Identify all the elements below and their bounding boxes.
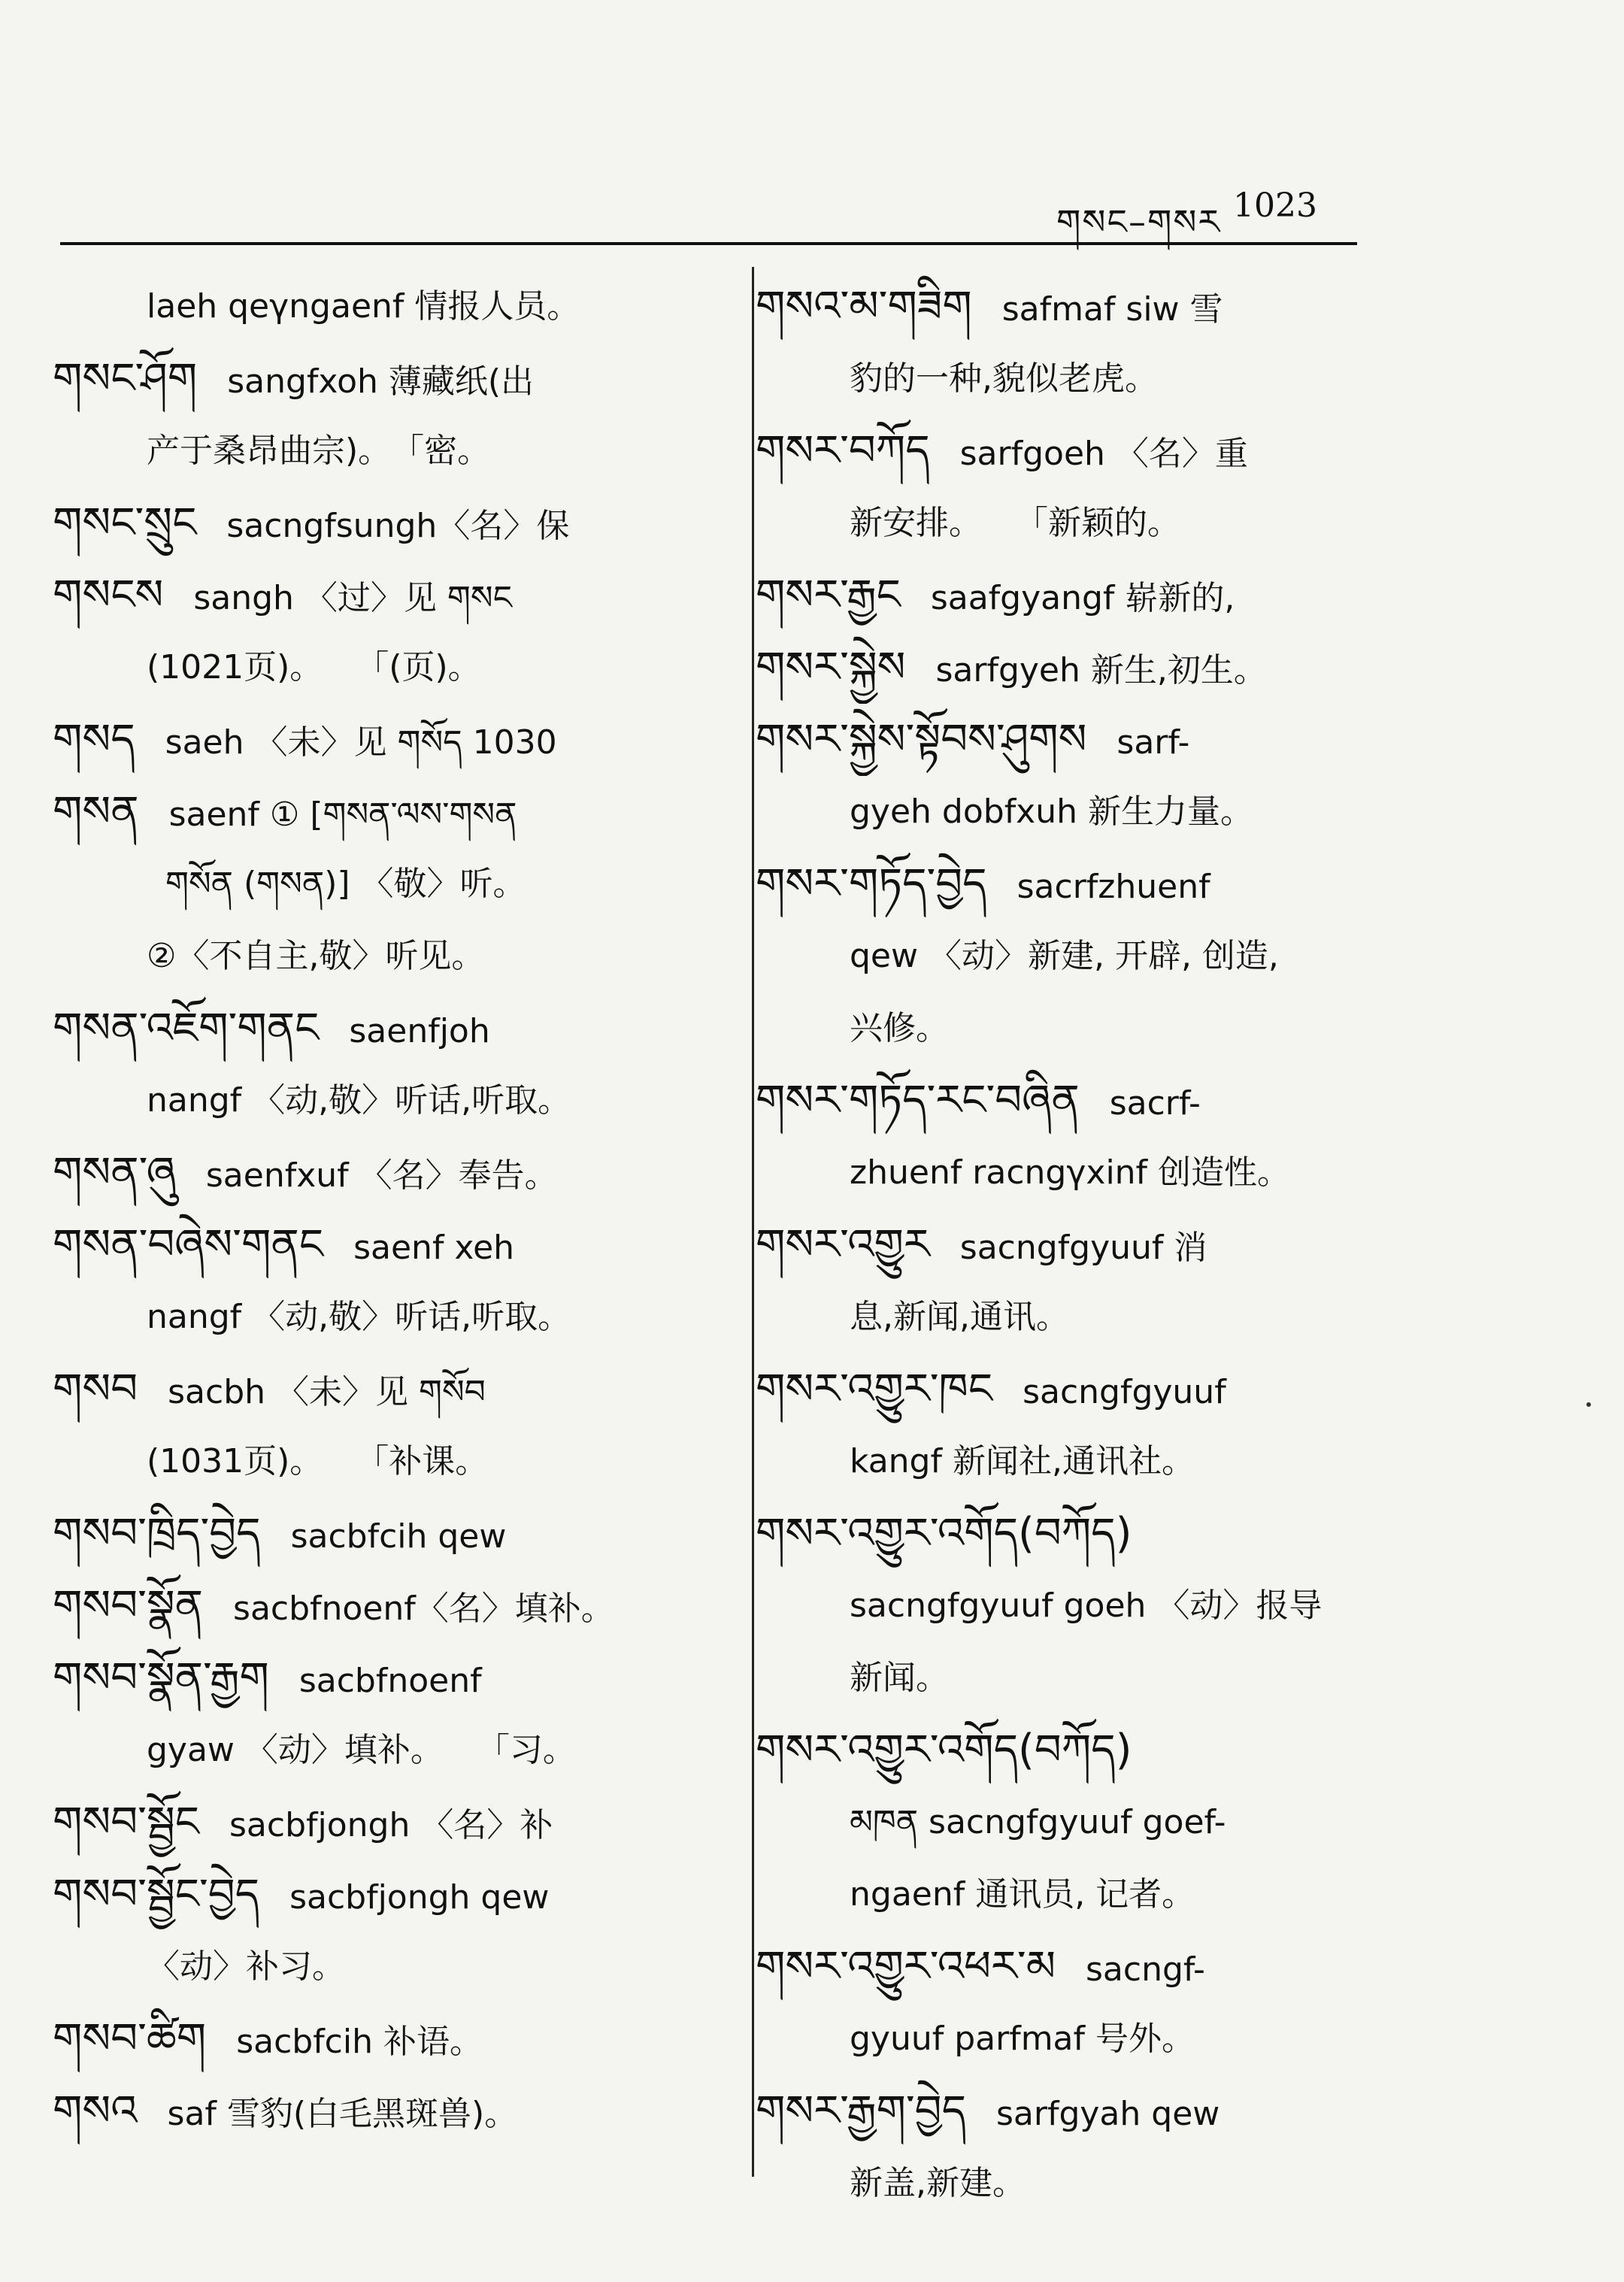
- entry-text: sacbfcih 补语。: [236, 2023, 483, 2061]
- entry-text: sacbfcih qew: [290, 1517, 507, 1556]
- headword-tibetan: གསའ: [53, 2087, 138, 2135]
- entry-line: [756, 1209, 1432, 1281]
- entry-text: laeh qeγngaenf 情报人员。: [147, 287, 580, 326]
- entry-text: gyuuf parfmaf 号外。: [850, 2020, 1195, 2058]
- entry-text: 新安排。 「新颖的。: [850, 504, 1180, 542]
- entry-text: sacrfzhuenf: [1017, 868, 1210, 906]
- entry-line: [756, 848, 1432, 920]
- entry-text: གསོན (གསན)] 〈敬〉听。: [165, 865, 526, 903]
- entry-text: sacngfgyuuf: [1023, 1373, 1226, 1411]
- headword-tibetan: གསན་ཞུ: [53, 1148, 176, 1197]
- entry-text: kangf 新闻社,通讯社。: [850, 1442, 1195, 1480]
- entry-text: sangfxoh 薄藏纸(出: [227, 362, 535, 401]
- entry-text: saenfxuf 〈名〉奉告。: [205, 1156, 558, 1195]
- headword-tibetan: གསན་བཞེས་གནང: [53, 1220, 324, 1269]
- entry-line: [756, 415, 1432, 487]
- headword-tibetan: གསབ་སྦྱོང: [53, 1798, 199, 1847]
- entry-line: [756, 2075, 1432, 2147]
- header-rule: [60, 242, 1357, 245]
- entry-line: [53, 1065, 729, 1137]
- header-guide-words: གསང–གསར: [1056, 202, 1222, 242]
- entry-text: sarfgyah qew: [996, 2095, 1220, 2133]
- entry-line: [756, 1570, 1432, 1642]
- headword-tibetan: གསན: [53, 787, 139, 836]
- page-number: 1023: [1233, 186, 1317, 225]
- entry-text: 新闻。: [850, 1659, 949, 1697]
- headword-tibetan: གསད: [53, 715, 135, 764]
- entry-line: [53, 1426, 729, 1498]
- entry-text: sarf-: [1116, 723, 1190, 762]
- entry-text: sacbfnoenf〈名〉填补。: [233, 1590, 614, 1628]
- entry-line: [756, 632, 1432, 704]
- entry-line: [53, 1931, 729, 2003]
- entry-line: [756, 1498, 1432, 1570]
- entry-line: [756, 1931, 1432, 2003]
- entry-text: sacngfsungh〈名〉保: [226, 507, 570, 545]
- headword-tibetan: གསར་འགྱུར་འགོད(བཀོད): [756, 1509, 1132, 1558]
- headword-tibetan: གསང་སྲུང: [53, 499, 197, 547]
- entry-text: sacngfgyuuf goeh 〈动〉报导: [850, 1586, 1323, 1625]
- entry-line: [756, 1642, 1432, 1714]
- entry-text: 兴修。: [850, 1009, 949, 1047]
- entry-line: [53, 1787, 729, 1859]
- entry-line: [756, 1787, 1432, 1859]
- entry-line: [756, 1065, 1432, 1137]
- entry-text: (1021页)。 「(页)。: [147, 648, 481, 686]
- entry-text: 豹的一种,貌似老虎。: [850, 359, 1158, 398]
- headword-tibetan: གསར་འགྱུར་འཕར་མ: [756, 1942, 1056, 1991]
- entry-text: sacngf-: [1086, 1950, 1205, 1989]
- headword-tibetan: གསར་གཏོད་རང་བཞིན: [756, 1076, 1080, 1125]
- entry-text: saenf ① [གསན་ལས་གསན: [168, 796, 517, 834]
- entry-line: [53, 848, 729, 920]
- entry-line: [53, 1209, 729, 1281]
- entry-line: [53, 1281, 729, 1353]
- entry-line: [53, 2003, 729, 2075]
- entry-line: [53, 632, 729, 704]
- entry-line: [53, 559, 729, 632]
- entry-line: [53, 1137, 729, 1209]
- entry-text: ②〈不自主,敬〉听见。: [147, 937, 485, 975]
- entry-line: [53, 415, 729, 487]
- headword-tibetan: གསན་འཇོག་གནང: [53, 1004, 320, 1053]
- entry-line: [53, 2075, 729, 2147]
- entry-text: zhuenf racngγxinf 创造性。: [850, 1153, 1291, 1192]
- entry-line: [756, 1426, 1432, 1498]
- entry-text: saenfjoh: [349, 1012, 490, 1050]
- entry-line: [53, 1570, 729, 1642]
- entry-text: མཁན sacngfgyuuf goef-: [850, 1803, 1226, 1841]
- entry-text: sacrf-: [1109, 1084, 1201, 1123]
- right-column: [756, 271, 1432, 2220]
- entry-line: [756, 1859, 1432, 1931]
- headword-tibetan: གསར་རྒྱག་བྱེད: [756, 2087, 966, 2135]
- headword-tibetan: གསར་འགྱུར་ཁང: [756, 1365, 993, 1414]
- entry-line: [756, 920, 1432, 993]
- headword-tibetan: གསར་གཏོད་བྱེད: [756, 859, 987, 908]
- entry-line: [756, 559, 1432, 632]
- entry-text: gyeh dobfxuh 新生力量。: [850, 792, 1253, 831]
- entry-line: [756, 1281, 1432, 1353]
- entry-text: sarfgyeh 新生,初生。: [935, 651, 1267, 689]
- entry-text: saafgyangf 崭新的,: [930, 579, 1235, 617]
- entry-line: [756, 776, 1432, 848]
- entry-line: [53, 1859, 729, 1931]
- entry-text: nangf 〈动,敬〉听话,听取。: [147, 1298, 571, 1336]
- entry-line: [756, 343, 1432, 415]
- headword-tibetan: གསངས: [53, 571, 164, 620]
- entry-text: saeh 〈未〉见 གསོད 1030: [165, 723, 557, 762]
- entry-text: sacbh 〈未〉见 གསོབ: [168, 1373, 486, 1411]
- entry-line: [53, 1353, 729, 1426]
- entry-text: sacbfjongh 〈名〉补: [229, 1806, 553, 1844]
- entry-line: [756, 1353, 1432, 1426]
- headword-tibetan: གསར་སྐྱེས་སྟོབས་ཤུགས: [756, 715, 1087, 764]
- headword-tibetan: གསར་རྒྱང: [756, 571, 901, 620]
- entry-line: [53, 776, 729, 848]
- entry-text: safmaf siw 雪: [1001, 290, 1223, 329]
- entry-line: [756, 704, 1432, 776]
- entry-text: 新盖,新建。: [850, 2164, 1026, 2202]
- headword-tibetan: གསབ་སྦྱོང་བྱེད: [53, 1870, 260, 1919]
- headword-tibetan: གསང་ཤོག: [53, 354, 198, 403]
- entry-text: ngaenf 通讯员, 记者。: [850, 1875, 1195, 1914]
- entry-text: (1031页)。 「补课。: [147, 1442, 489, 1480]
- entry-line: [53, 1642, 729, 1714]
- entry-text: saenf xeh: [353, 1229, 515, 1267]
- entry-line: [53, 343, 729, 415]
- entry-line: [53, 1714, 729, 1787]
- entry-line: [756, 271, 1432, 343]
- speck: [1586, 1402, 1591, 1407]
- entry-text: nangf 〈动,敬〉听话,听取。: [147, 1081, 571, 1120]
- headword-tibetan: གསབ་སྣོན་རྒྱག: [53, 1653, 269, 1702]
- entry-text: saf 雪豹(白毛黑斑兽)。: [167, 2095, 518, 2133]
- entry-text: 产于桑昂曲宗)。 「密。: [147, 432, 491, 470]
- headword-tibetan: གསབ་ཚིག: [53, 2014, 207, 2063]
- entry-line: [756, 993, 1432, 1065]
- entry-text: sangh 〈过〉见 གསང: [193, 579, 512, 617]
- headword-tibetan: གསབ་ཁྲིད་བྱེད: [53, 1509, 261, 1558]
- headword-tibetan: གསར་འགྱུར་འགོད(བཀོད): [756, 1726, 1132, 1774]
- entry-text: qew 〈动〉新建, 开辟, 创造,: [850, 937, 1279, 975]
- headword-tibetan: གསར་སྐྱེས: [756, 643, 906, 692]
- entry-text: sacbfjongh qew: [289, 1878, 550, 1917]
- headword-tibetan: གསའ་མ་གཟིག: [756, 282, 972, 331]
- headword-tibetan: གསབ་སྣོན: [53, 1581, 204, 1630]
- entry-line: [53, 487, 729, 559]
- entry-text: sacngfgyuuf 消: [959, 1229, 1207, 1267]
- entry-line: [756, 1137, 1432, 1209]
- entry-text: 息,新闻,通讯。: [850, 1298, 1069, 1336]
- entry-line: [53, 704, 729, 776]
- entry-text: gyaw 〈动〉填补。 「习。: [147, 1731, 576, 1769]
- column-divider: [752, 267, 754, 2177]
- entry-text: 〈动〉补习。: [147, 1947, 345, 1986]
- entry-line: [53, 993, 729, 1065]
- entry-line: [53, 271, 729, 343]
- entry-line: [756, 2003, 1432, 2075]
- entry-text: sarfgoeh 〈名〉重: [959, 435, 1248, 473]
- entry-line: [756, 2147, 1432, 2220]
- entry-line: [756, 1714, 1432, 1787]
- headword-tibetan: གསར་བཀོད: [756, 426, 930, 475]
- entry-line: [53, 920, 729, 993]
- entry-line: [756, 487, 1432, 559]
- entry-line: [53, 1498, 729, 1570]
- entry-text: sacbfnoenf: [298, 1662, 482, 1700]
- headword-tibetan: གསར་འགྱུར: [756, 1220, 930, 1269]
- headword-tibetan: གསབ: [53, 1365, 138, 1414]
- left-column: [53, 271, 729, 2147]
